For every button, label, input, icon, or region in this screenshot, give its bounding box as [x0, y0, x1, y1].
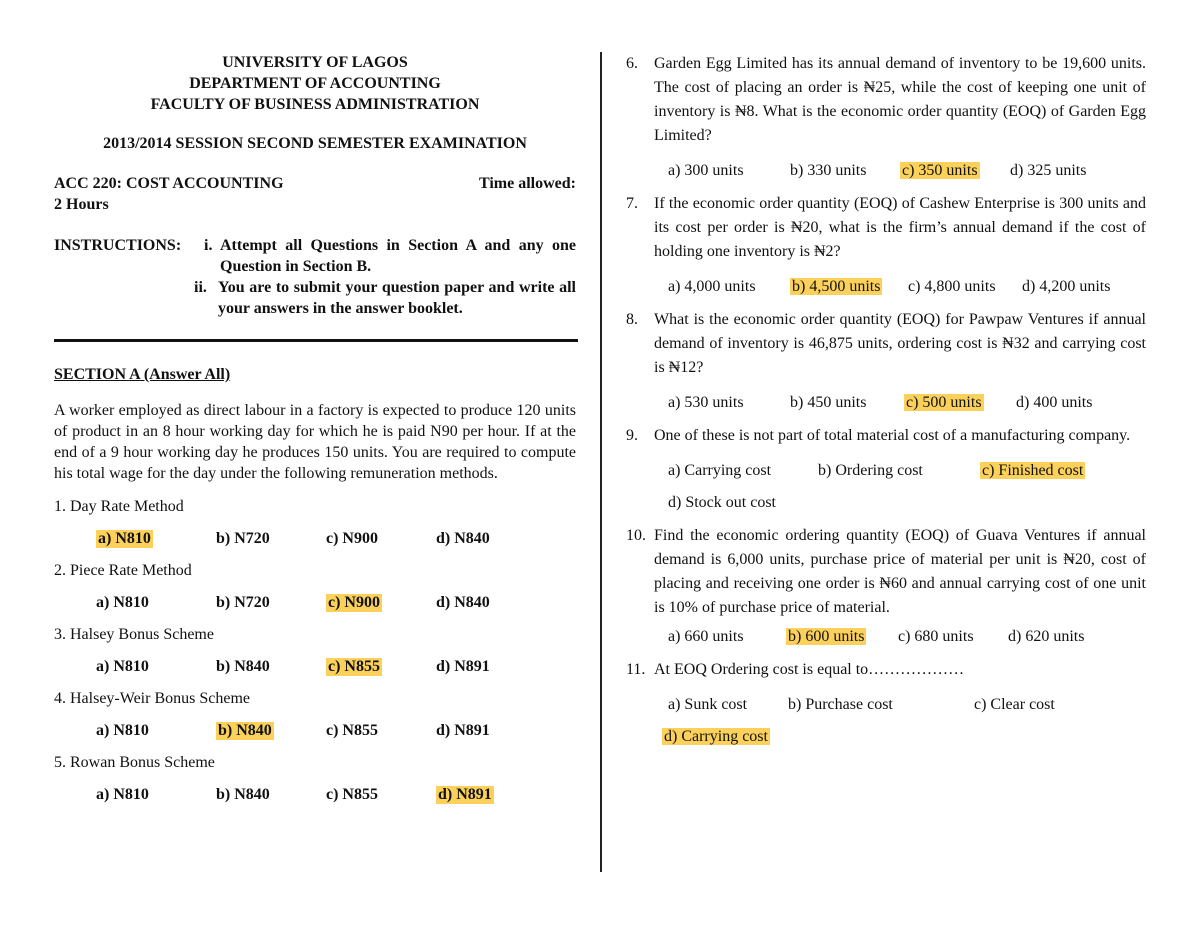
instructions — [54, 235, 576, 319]
instructions-label: INSTRUCTIONS: — [54, 237, 182, 254]
answer-option: a) Sunk cost — [668, 696, 748, 713]
department-name: DEPARTMENT OF ACCOUNTING — [189, 75, 441, 92]
answer-option: d) N891 — [436, 722, 490, 739]
answer-option: a) 300 units — [668, 162, 744, 179]
answer-option: c) 680 units — [898, 628, 974, 645]
highlighted-answer-option: d) N891 — [438, 786, 492, 803]
answer-option: d) N840 — [436, 594, 490, 611]
section-a-title: SECTION A (Answer All) — [54, 366, 231, 383]
column-divider — [600, 52, 602, 872]
highlighted-answer-option: b) 4,500 units — [792, 278, 881, 295]
question-number: 9. — [626, 427, 638, 444]
instruction-1: Attempt all Questions in Section A and any one Question in Section B. — [220, 237, 576, 275]
answer-option: b) N840 — [216, 658, 270, 675]
time-allowed-label: Time allowed: — [478, 175, 576, 192]
answer-options — [54, 530, 576, 548]
exam-session: 2013/2014 SESSION SECOND SEMESTER EXAMINATION — [103, 135, 527, 152]
question-title: 2. Piece Rate Method — [54, 562, 192, 579]
section-a-questions — [54, 498, 576, 804]
course-row — [54, 173, 576, 194]
question-text: Garden Egg Limited has its annual demand of inventory to be 19,600 units. The cost of placing an order is ₦25, while the cost of keeping one unit of inventory is ₦8. What is the economic order quantity (EOQ) of Garden Egg Limited? — [654, 55, 1146, 144]
left-column — [54, 52, 576, 804]
highlighted-answer-option: c) N900 — [328, 594, 380, 611]
answer-option: c) N900 — [326, 530, 378, 547]
answer-option: a) 530 units — [668, 394, 744, 411]
answer-option: a) N810 — [96, 722, 149, 739]
question-text: One of these is not part of total material cost of a manufacturing company. — [654, 427, 1131, 444]
section-a-scenario: A worker employed as direct labour in a factory is expected to produce 120 units of product in an 8 hour working day for which he is paid N90 per hour. If at the end of a 9 hour working day he produces 150 units. You are required to compute his total wage for the day under the following remuneration methods. — [54, 402, 576, 482]
answer-option: a) N810 — [96, 594, 149, 611]
question-number: 11. — [626, 661, 646, 678]
answer-options — [626, 462, 1146, 480]
answer-options — [54, 786, 576, 804]
answer-options — [54, 722, 576, 740]
answer-options — [626, 696, 1146, 714]
answer-option: a) Carrying cost — [668, 462, 772, 479]
highlighted-answer-option: b) N840 — [218, 722, 272, 739]
highlighted-answer-option: c) Finished cost — [982, 462, 1084, 479]
answer-options — [54, 658, 576, 676]
question-text: Find the economic ordering quantity (EOQ) of Guava Ventures if annual demand is 6,000 units, purchase price of material per unit is ₦20, cost of placing and receiving one order is ₦60 and annual carrying cost of one unit is 10% of purchase price of material. — [654, 527, 1146, 616]
answer-options — [626, 278, 1146, 296]
answer-option: c) Clear cost — [974, 696, 1055, 713]
answer-options — [626, 494, 1146, 512]
answer-option: b) Purchase cost — [788, 696, 893, 713]
question-number: 6. — [626, 55, 638, 72]
question-item — [626, 308, 1146, 380]
question-text: At EOQ Ordering cost is equal to……………… — [654, 661, 965, 678]
answer-options — [626, 728, 1146, 746]
answer-option: b) 450 units — [790, 394, 867, 411]
answer-option: b) N840 — [216, 786, 270, 803]
answer-option: d) 400 units — [1016, 394, 1093, 411]
faculty-name: FACULTY OF BUSINESS ADMINISTRATION — [150, 96, 480, 113]
answer-option: b) 330 units — [790, 162, 867, 179]
question-number: 10. — [626, 527, 646, 544]
question-title: 5. Rowan Bonus Scheme — [54, 754, 215, 771]
answer-option: d) N840 — [436, 530, 490, 547]
question-number: 8. — [626, 311, 638, 328]
answer-option: a) 660 units — [668, 628, 744, 645]
question-title: 4. Halsey-Weir Bonus Scheme — [54, 690, 250, 707]
question-item — [626, 424, 1146, 448]
question-item — [626, 658, 1146, 682]
course-title: ACC 220: COST ACCOUNTING — [54, 175, 284, 192]
answer-option: a) 4,000 units — [668, 278, 756, 295]
answer-option: d) 325 units — [1010, 162, 1087, 179]
highlighted-answer-option: c) N855 — [328, 658, 380, 675]
question-item — [626, 192, 1146, 264]
highlighted-answer-option: c) 350 units — [902, 162, 978, 179]
answer-option: b) N720 — [216, 530, 270, 547]
highlighted-answer-option: a) N810 — [98, 530, 151, 547]
answer-option: d) 620 units — [1008, 628, 1085, 645]
question-text: What is the economic order quantity (EOQ) for Pawpaw Ventures if annual demand of inventory is 46,875 units, ordering cost is ₦32 and carrying cost is ₦12? — [654, 311, 1146, 376]
right-column — [626, 52, 1146, 746]
section-rule — [54, 339, 578, 342]
answer-options — [626, 394, 1146, 412]
question-item — [626, 524, 1146, 620]
answer-option: c) N855 — [326, 722, 378, 739]
answer-option: d) N891 — [436, 658, 490, 675]
question-number: 7. — [626, 195, 638, 212]
answer-options — [626, 628, 1146, 646]
question-title: 3. Halsey Bonus Scheme — [54, 626, 214, 643]
question-text: If the economic order quantity (EOQ) of Cashew Enterprise is 300 units and its cost per order is ₦20, what is the firm’s annual demand if the cost of holding one inventory is ₦2? — [654, 195, 1146, 260]
highlighted-answer-option: d) Carrying cost — [664, 728, 768, 745]
highlighted-answer-option: b) 600 units — [788, 628, 865, 645]
answer-option: d) Stock out cost — [668, 494, 776, 511]
instruction-2: You are to submit your question paper and write all your answers in the answer booklet. — [218, 279, 576, 317]
answer-option: c) N855 — [326, 786, 378, 803]
instruction-1-num: i. — [204, 237, 213, 254]
answer-options — [54, 594, 576, 612]
answer-option: b) N720 — [216, 594, 270, 611]
question-title: 1. Day Rate Method — [54, 498, 184, 515]
answer-option: a) N810 — [96, 786, 149, 803]
highlighted-answer-option: c) 500 units — [906, 394, 982, 411]
answer-option: c) 4,800 units — [908, 278, 996, 295]
answer-option: b) Ordering cost — [818, 462, 923, 479]
answer-option: d) 4,200 units — [1022, 278, 1111, 295]
instruction-2-num: ii. — [194, 279, 207, 296]
answer-options — [626, 162, 1146, 180]
answer-option: a) N810 — [96, 658, 149, 675]
university-name: UNIVERSITY OF LAGOS — [222, 54, 408, 71]
question-item — [626, 52, 1146, 148]
time-allowed-value: 2 Hours — [54, 196, 109, 213]
